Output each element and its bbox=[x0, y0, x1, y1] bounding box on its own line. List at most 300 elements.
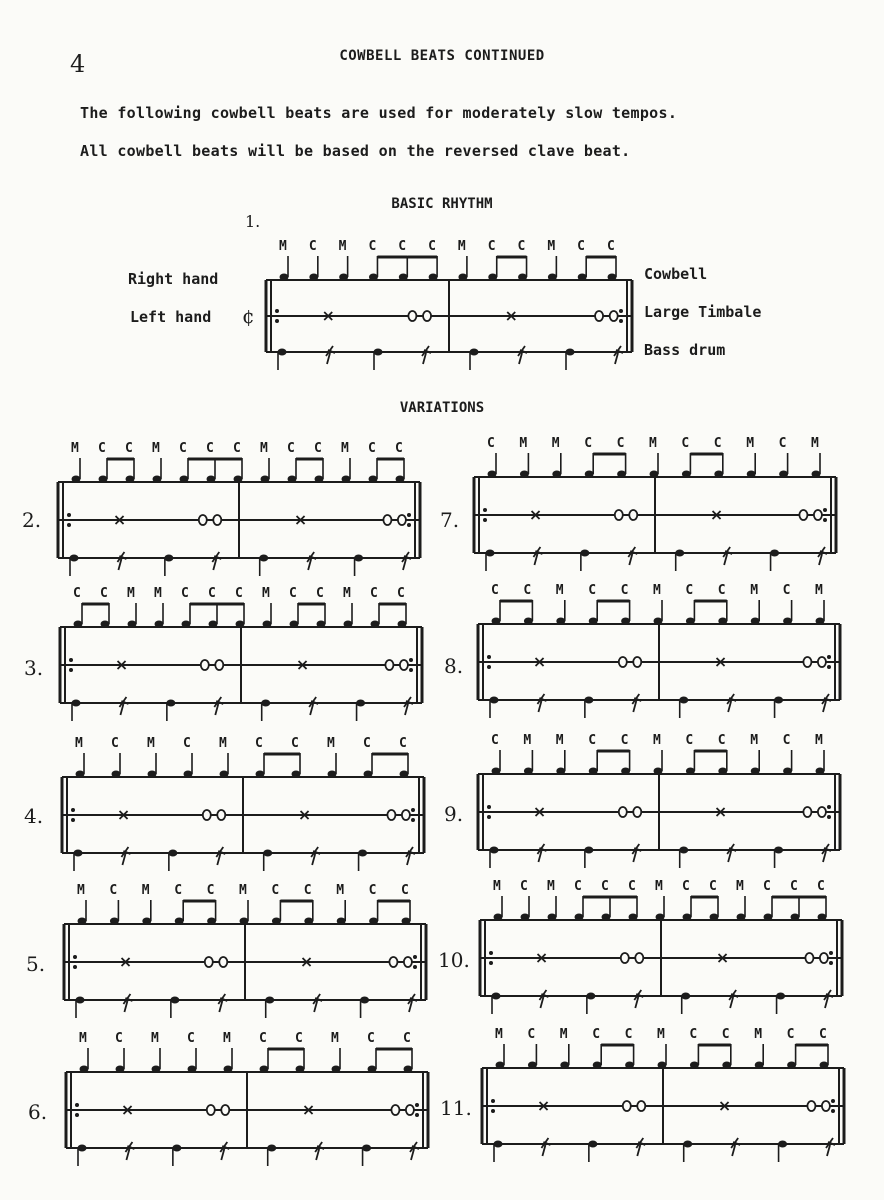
note-head bbox=[791, 914, 800, 921]
note-head bbox=[764, 914, 773, 921]
timbale-open-note bbox=[385, 660, 393, 670]
note-head bbox=[260, 1066, 269, 1073]
note-head bbox=[556, 618, 565, 625]
right-hand-label: Right hand bbox=[128, 270, 219, 288]
variation-number: 9. bbox=[444, 802, 464, 826]
cowbell-stroke-letter: C bbox=[206, 883, 215, 898]
staff-variation-7 bbox=[470, 433, 842, 573]
bass-note bbox=[72, 700, 81, 707]
timbale-open-note bbox=[803, 807, 811, 817]
cowbell-stroke-letter: M bbox=[262, 586, 270, 601]
note-head bbox=[72, 476, 81, 483]
note-head bbox=[488, 274, 497, 281]
timbale-open-note bbox=[400, 660, 408, 670]
note-head bbox=[369, 476, 378, 483]
cowbell-stroke-letter: M bbox=[750, 583, 759, 598]
cowbell-stroke-letter: C bbox=[314, 441, 322, 456]
note-head bbox=[578, 274, 587, 281]
note-head bbox=[337, 918, 346, 925]
cowbell-stroke-letter: M bbox=[79, 1031, 87, 1046]
bass-rest bbox=[826, 1138, 835, 1156]
bass-rest bbox=[220, 1142, 229, 1160]
cowbell-stroke-letter: M bbox=[341, 441, 349, 456]
cowbell-stroke-letter: M bbox=[523, 733, 532, 748]
note-head bbox=[369, 918, 378, 925]
cowbell-stroke-letter: C bbox=[616, 436, 625, 451]
note-head bbox=[686, 618, 695, 625]
note-head bbox=[710, 914, 719, 921]
timbale-open-note bbox=[387, 810, 395, 820]
repeat-dot bbox=[829, 951, 833, 955]
repeat-dot bbox=[827, 655, 831, 659]
bass-rest bbox=[723, 547, 732, 565]
cowbell-stroke-letter: C bbox=[368, 239, 377, 254]
bass-rest bbox=[125, 1142, 134, 1160]
bass-note bbox=[778, 1141, 787, 1148]
cowbell-stroke-letter: C bbox=[174, 883, 183, 898]
cowbell-stroke-letter: M bbox=[653, 583, 661, 598]
bass-note bbox=[172, 1145, 181, 1152]
timbale-open-note bbox=[391, 1105, 399, 1115]
repeat-dot bbox=[67, 523, 71, 527]
cut-time-signature: ¢ bbox=[242, 304, 255, 328]
repeat-dot bbox=[73, 965, 77, 969]
cowbell-stroke-letter: C bbox=[308, 239, 317, 254]
timbale-open-note bbox=[805, 953, 813, 963]
note-head bbox=[820, 1062, 829, 1069]
note-head bbox=[292, 771, 301, 778]
repeat-dot bbox=[415, 1103, 419, 1107]
note-head bbox=[656, 914, 665, 921]
cowbell-stroke-letter: C bbox=[487, 239, 496, 254]
cowbell-stroke-letter: C bbox=[601, 879, 609, 894]
cowbell-stroke-letter: C bbox=[115, 1031, 123, 1046]
bass-note bbox=[263, 850, 272, 857]
repeat-dot bbox=[823, 508, 827, 512]
cowbell-stroke-letter: C bbox=[109, 883, 118, 898]
bass-rest bbox=[406, 847, 415, 865]
left-hand-label: Left hand bbox=[130, 308, 212, 326]
bass-note bbox=[774, 697, 783, 704]
timbale-open-note bbox=[637, 1101, 645, 1111]
note-head bbox=[74, 621, 83, 628]
cowbell-stroke-letter: C bbox=[685, 733, 694, 748]
bass-rest bbox=[307, 552, 316, 570]
timbale-open-note bbox=[217, 810, 225, 820]
note-head bbox=[737, 914, 746, 921]
variation-number: 10. bbox=[438, 948, 470, 972]
note-head bbox=[398, 621, 407, 628]
bass-note bbox=[584, 697, 593, 704]
cowbell-stroke-letter: M bbox=[649, 436, 657, 451]
repeat-dot bbox=[491, 1109, 495, 1113]
note-head bbox=[78, 918, 87, 925]
cowbell-stroke-letter: C bbox=[208, 586, 216, 601]
timbale-open-note bbox=[383, 515, 391, 525]
timbale-open-note bbox=[406, 1105, 414, 1115]
cowbell-stroke-letter: C bbox=[717, 583, 726, 598]
cowbell-stroke-letter: M bbox=[327, 736, 335, 751]
cowbell-stroke-letter: C bbox=[763, 879, 771, 894]
timbale-open-note bbox=[201, 660, 209, 670]
note-head bbox=[751, 618, 760, 625]
timbale-open-note bbox=[615, 510, 623, 520]
bass-note bbox=[358, 850, 367, 857]
note-head bbox=[304, 918, 313, 925]
cowbell-stroke-letter: M bbox=[495, 1027, 503, 1042]
bass-note bbox=[492, 993, 501, 1000]
note-head bbox=[80, 1066, 89, 1073]
note-head bbox=[747, 471, 756, 478]
note-head bbox=[369, 274, 378, 281]
cowbell-stroke-letter: C bbox=[100, 586, 108, 601]
repeat-dot bbox=[827, 805, 831, 809]
cowbell-stroke-letter: C bbox=[303, 883, 312, 898]
bass-rest bbox=[311, 847, 320, 865]
note-head bbox=[263, 621, 272, 628]
repeat-dot bbox=[275, 309, 279, 313]
cowbell-label: Cowbell bbox=[644, 265, 708, 283]
timbale-open-note bbox=[398, 515, 406, 525]
timbale-open-note bbox=[799, 510, 807, 520]
timbale-open-note bbox=[207, 1105, 215, 1115]
bass-note bbox=[774, 847, 783, 854]
staff-variation-5 bbox=[60, 880, 432, 1020]
cowbell-stroke-letter: M bbox=[75, 736, 83, 751]
cowbell-stroke-letter: C bbox=[790, 879, 798, 894]
repeat-dot bbox=[413, 955, 417, 959]
cowbell-stroke-letter: C bbox=[259, 1031, 267, 1046]
repeat-dot bbox=[413, 965, 417, 969]
repeat-dot bbox=[619, 309, 623, 313]
bass-rest bbox=[309, 697, 318, 715]
repeat-dot bbox=[831, 1109, 835, 1113]
note-head bbox=[722, 1062, 731, 1069]
intro-line-1: The following cowbell beats are used for moderately slow tempos. bbox=[80, 104, 678, 122]
note-head bbox=[589, 618, 598, 625]
note-head bbox=[589, 768, 598, 775]
note-head bbox=[714, 471, 723, 478]
bass-note bbox=[470, 349, 479, 356]
timbale-open-note bbox=[803, 657, 811, 667]
staff-variation-10 bbox=[476, 876, 848, 1016]
repeat-dot bbox=[487, 805, 491, 809]
note-head bbox=[396, 476, 405, 483]
bass-rest bbox=[326, 346, 335, 364]
variation-number: 4. bbox=[24, 804, 44, 828]
bass-rest bbox=[218, 994, 227, 1012]
large-timbale-label: Large Timbale bbox=[644, 303, 762, 321]
note-head bbox=[560, 1062, 569, 1069]
timbale-open-note bbox=[633, 657, 641, 667]
bass-rest bbox=[533, 547, 542, 565]
timbale-open-note bbox=[633, 807, 641, 817]
bass-rest bbox=[632, 694, 641, 712]
repeat-dot bbox=[409, 668, 413, 672]
cowbell-stroke-letter: M bbox=[736, 879, 744, 894]
bass-note bbox=[770, 550, 779, 557]
cowbell-stroke-letter: C bbox=[782, 583, 791, 598]
variation-number: 2. bbox=[22, 508, 42, 532]
bass-note bbox=[580, 550, 589, 557]
note-head bbox=[209, 621, 218, 628]
cowbell-stroke-letter: M bbox=[219, 736, 227, 751]
note-head bbox=[328, 771, 337, 778]
note-head bbox=[629, 914, 638, 921]
bass-note bbox=[265, 997, 274, 1004]
note-head bbox=[256, 771, 265, 778]
note-head bbox=[155, 621, 164, 628]
note-head bbox=[625, 1062, 634, 1069]
note-head bbox=[315, 476, 324, 483]
variation-number: 5. bbox=[26, 952, 46, 976]
cowbell-stroke-letter: C bbox=[819, 1027, 827, 1042]
note-head bbox=[575, 914, 584, 921]
cowbell-stroke-letter: C bbox=[527, 1027, 536, 1042]
bass-rest bbox=[121, 847, 130, 865]
note-head bbox=[110, 918, 119, 925]
bass-rest bbox=[537, 694, 546, 712]
bass-rest bbox=[212, 552, 221, 570]
note-head bbox=[152, 1066, 161, 1073]
cowbell-stroke-letter: C bbox=[233, 441, 241, 456]
repeat-dot bbox=[69, 668, 73, 672]
cowbell-stroke-letter: M bbox=[547, 239, 556, 254]
basic-rhythm-number: 1. bbox=[245, 212, 261, 231]
bass-note bbox=[486, 550, 495, 557]
cowbell-stroke-letter: M bbox=[555, 733, 564, 748]
basic-rhythm-heading: BASIC RHYTHM bbox=[391, 196, 493, 212]
cowbell-stroke-letter: M bbox=[336, 883, 345, 898]
timbale-open-note bbox=[389, 957, 397, 967]
cowbell-stroke-letter: M bbox=[555, 583, 564, 598]
note-head bbox=[602, 914, 611, 921]
note-head bbox=[175, 918, 184, 925]
staff-variation-2 bbox=[54, 438, 426, 578]
timbale-open-note bbox=[404, 957, 412, 967]
note-head bbox=[344, 621, 353, 628]
timbale-open-note bbox=[595, 311, 603, 321]
note-head bbox=[556, 768, 565, 775]
cowbell-stroke-letter: C bbox=[370, 586, 378, 601]
bass-rest bbox=[518, 346, 527, 364]
repeat-dot bbox=[483, 518, 487, 522]
staff-variation-9 bbox=[474, 730, 846, 870]
note-head bbox=[683, 914, 692, 921]
note-head bbox=[153, 476, 162, 483]
cowbell-stroke-letter: C bbox=[295, 1031, 303, 1046]
bass-note bbox=[261, 700, 270, 707]
cowbell-stroke-letter: M bbox=[343, 586, 351, 601]
note-head bbox=[99, 476, 108, 483]
cowbell-stroke-letter: M bbox=[260, 441, 268, 456]
staff-variation-6 bbox=[62, 1028, 434, 1168]
bass-rest bbox=[628, 547, 637, 565]
staff-basic bbox=[262, 236, 638, 382]
note-head bbox=[548, 274, 557, 281]
repeat-dot bbox=[71, 818, 75, 822]
note-head bbox=[224, 1066, 233, 1073]
repeat-dot bbox=[407, 513, 411, 517]
timbale-open-note bbox=[215, 660, 223, 670]
repeat-dot bbox=[829, 961, 833, 965]
bass-rest bbox=[117, 552, 126, 570]
cowbell-stroke-letter: M bbox=[754, 1027, 763, 1042]
note-head bbox=[309, 274, 318, 281]
note-head bbox=[220, 771, 229, 778]
timbale-open-note bbox=[610, 311, 618, 321]
cowbell-stroke-letter: C bbox=[206, 441, 214, 456]
bass-rest bbox=[822, 694, 831, 712]
variation-number: 8. bbox=[444, 654, 464, 678]
repeat-dot bbox=[483, 508, 487, 512]
bass-note bbox=[360, 997, 369, 1004]
repeat-dot bbox=[75, 1113, 79, 1117]
cowbell-stroke-letter: C bbox=[487, 436, 495, 451]
page-number: 4 bbox=[70, 50, 86, 78]
bass-note bbox=[490, 697, 499, 704]
bass-rest bbox=[731, 1138, 740, 1156]
repeat-dot bbox=[491, 1099, 495, 1103]
timbale-open-note bbox=[199, 515, 207, 525]
cowbell-stroke-letter: C bbox=[574, 879, 582, 894]
cowbell-stroke-letter: C bbox=[491, 733, 499, 748]
timbale-open-note bbox=[818, 807, 826, 817]
note-head bbox=[280, 274, 289, 281]
bass-note bbox=[683, 1141, 692, 1148]
bass-note bbox=[259, 555, 268, 562]
staff-variation-8 bbox=[474, 580, 846, 720]
note-head bbox=[812, 471, 821, 478]
cowbell-stroke-letter: C bbox=[367, 1031, 375, 1046]
bass-note bbox=[588, 1141, 597, 1148]
timbale-open-note bbox=[820, 953, 828, 963]
bass-note bbox=[586, 993, 595, 1000]
cowbell-stroke-letter: C bbox=[403, 1031, 411, 1046]
bass-note bbox=[675, 550, 684, 557]
cowbell-stroke-letter: M bbox=[559, 1027, 568, 1042]
cowbell-stroke-letter: C bbox=[181, 586, 189, 601]
cowbell-stroke-letter: C bbox=[183, 736, 191, 751]
note-head bbox=[182, 621, 191, 628]
note-head bbox=[142, 918, 151, 925]
cowbell-stroke-letter: C bbox=[363, 736, 371, 751]
bass-rest bbox=[818, 547, 827, 565]
timbale-open-note bbox=[822, 1101, 830, 1111]
cowbell-stroke-letter: M bbox=[141, 883, 150, 898]
note-head bbox=[682, 471, 691, 478]
timbale-open-note bbox=[423, 311, 431, 321]
timbale-open-note bbox=[635, 953, 643, 963]
cowbell-stroke-letter: M bbox=[547, 879, 555, 894]
note-head bbox=[528, 1062, 537, 1069]
bass-note bbox=[168, 850, 177, 857]
bass-rest bbox=[315, 1142, 324, 1160]
note-head bbox=[585, 471, 594, 478]
cowbell-stroke-letter: C bbox=[399, 736, 407, 751]
timbale-open-note bbox=[402, 810, 410, 820]
variations-heading: VARIATIONS bbox=[399, 400, 485, 416]
cowbell-stroke-letter: M bbox=[239, 883, 247, 898]
bass-rest bbox=[632, 844, 641, 862]
note-head bbox=[236, 621, 245, 628]
cowbell-stroke-letter: C bbox=[291, 736, 299, 751]
bass-rest bbox=[119, 697, 128, 715]
note-head bbox=[718, 768, 727, 775]
note-head bbox=[404, 1066, 413, 1073]
repeat-dot bbox=[69, 658, 73, 662]
timbale-open-note bbox=[619, 657, 627, 667]
bass-note bbox=[170, 997, 179, 1004]
cowbell-stroke-letter: M bbox=[519, 436, 528, 451]
note-head bbox=[492, 618, 501, 625]
bass-rest bbox=[422, 346, 431, 364]
note-head bbox=[180, 476, 189, 483]
cowbell-stroke-letter: M bbox=[223, 1031, 231, 1046]
cowbell-stroke-letter: M bbox=[551, 436, 560, 451]
note-head bbox=[188, 1066, 197, 1073]
cowbell-stroke-letter: M bbox=[331, 1031, 339, 1046]
timbale-open-note bbox=[619, 807, 627, 817]
repeat-dot bbox=[275, 319, 279, 323]
bass-note bbox=[362, 1145, 371, 1152]
cowbell-stroke-letter: C bbox=[620, 583, 629, 598]
cowbell-stroke-letter: C bbox=[817, 879, 825, 894]
cowbell-stroke-letter: M bbox=[750, 733, 759, 748]
bass-note bbox=[679, 847, 688, 854]
note-head bbox=[621, 768, 630, 775]
note-head bbox=[429, 274, 438, 281]
note-head bbox=[458, 274, 467, 281]
cowbell-stroke-letter: M bbox=[457, 239, 466, 254]
note-head bbox=[783, 768, 792, 775]
cowbell-stroke-letter: C bbox=[125, 441, 133, 456]
note-head bbox=[816, 618, 825, 625]
bass-rest bbox=[410, 1142, 419, 1160]
note-head bbox=[617, 471, 626, 478]
note-head bbox=[779, 471, 788, 478]
cowbell-stroke-letter: M bbox=[811, 436, 819, 451]
cowbell-stroke-letter: C bbox=[255, 736, 263, 751]
note-head bbox=[520, 471, 529, 478]
cowbell-stroke-letter: M bbox=[815, 733, 823, 748]
page-title: COWBELL BEATS CONTINUED bbox=[339, 48, 545, 64]
cowbell-stroke-letter: C bbox=[721, 1027, 730, 1042]
repeat-dot bbox=[71, 808, 75, 812]
note-head bbox=[207, 476, 216, 483]
note-head bbox=[332, 1066, 341, 1073]
cowbell-stroke-letter: C bbox=[520, 879, 528, 894]
bass-note bbox=[78, 1145, 87, 1152]
note-head bbox=[261, 476, 270, 483]
timbale-open-note bbox=[814, 510, 822, 520]
bass-rest bbox=[404, 697, 413, 715]
note-head bbox=[126, 476, 135, 483]
cowbell-stroke-letter: C bbox=[428, 239, 436, 254]
timbale-open-note bbox=[203, 810, 211, 820]
repeat-dot bbox=[489, 961, 493, 965]
cowbell-stroke-letter: C bbox=[624, 1027, 633, 1042]
bass-rest bbox=[614, 346, 623, 364]
note-head bbox=[593, 1062, 602, 1069]
cowbell-stroke-letter: C bbox=[395, 441, 403, 456]
cowbell-stroke-letter: M bbox=[71, 441, 79, 456]
note-head bbox=[654, 768, 663, 775]
note-head bbox=[112, 771, 121, 778]
bass-note bbox=[374, 349, 383, 356]
cowbell-stroke-letter: M bbox=[815, 583, 823, 598]
note-head bbox=[101, 621, 110, 628]
